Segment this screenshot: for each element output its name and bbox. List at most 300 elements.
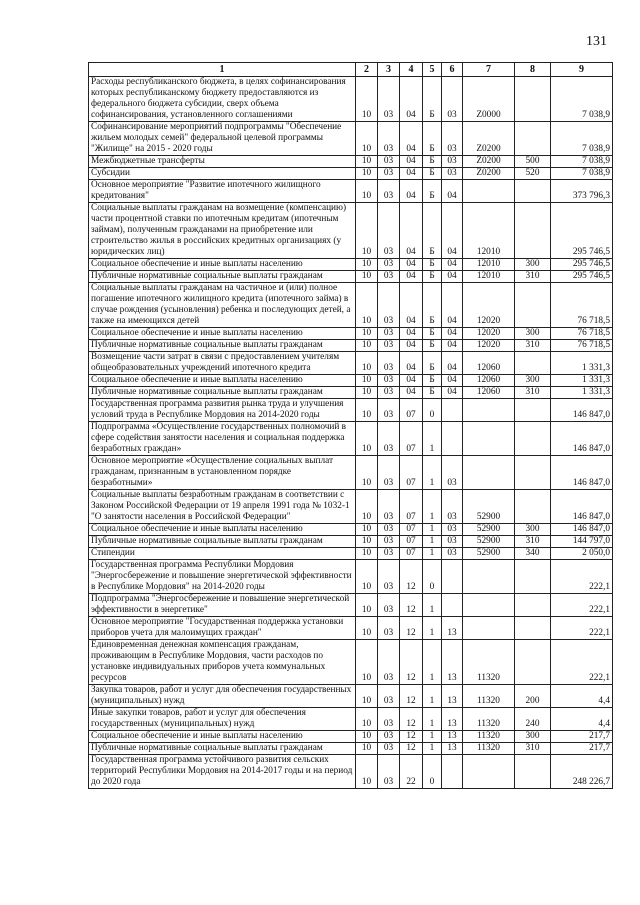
table-row [89, 743, 613, 755]
code-ministry-cell: 10 [356, 77, 378, 122]
row-name-cell: Публичные нормативные социальные выплаты гражданам [89, 387, 356, 399]
code-subsection-cell: 12 [400, 560, 423, 594]
code-expense-type-cell [515, 399, 551, 422]
row-name-cell: Единовременная денежная компенсация гражданам, проживающим в Республике Мордовия, части расходов по установке индивидуальных приборов учета коммунальных ресурсов [89, 640, 356, 685]
code-subprogram-cell: 03 [442, 536, 463, 548]
row-name-cell: Подпрограмма «Осуществление государственных полномочий в сфере содействия занятости населения и социальная поддержка безработных граждан» [89, 422, 356, 456]
amount-cell: 222,1 [551, 594, 613, 617]
code-ministry-cell: 10 [356, 122, 378, 156]
code-program-cell: 0 [423, 399, 442, 422]
column-header: 7 [463, 63, 515, 77]
code-subprogram-cell: 03 [442, 490, 463, 524]
code-ministry-cell: 10 [356, 456, 378, 490]
code-program-cell: Б [423, 122, 442, 156]
row-name-cell: Социальное обеспечение и иные выплаты населению [89, 328, 356, 340]
table-row [89, 399, 613, 422]
row-name-cell: Публичные нормативные социальные выплаты гражданам [89, 340, 356, 352]
row-name-cell: Государственная программа развития рынка труда и улучшения условий труда в Республике Мордовия на 2014-2020 годы [89, 399, 356, 422]
code-program-cell: 1 [423, 743, 442, 755]
amount-cell: 146 847,0 [551, 422, 613, 456]
code-subprogram-cell: 04 [442, 180, 463, 203]
table-row [89, 259, 613, 271]
code-ministry-cell: 10 [356, 490, 378, 524]
code-ministry-cell: 10 [356, 387, 378, 399]
code-target-cell: Z0200 [463, 156, 515, 168]
code-target-cell: 12020 [463, 328, 515, 340]
code-target-cell: 12060 [463, 387, 515, 399]
code-subsection-cell: 04 [400, 259, 423, 271]
amount-cell: 222,1 [551, 560, 613, 594]
column-header: 8 [515, 63, 551, 77]
code-subsection-cell: 04 [400, 340, 423, 352]
amount-cell: 295 746,5 [551, 203, 613, 259]
code-subsection-cell: 12 [400, 731, 423, 743]
code-target-cell [463, 560, 515, 594]
code-subprogram-cell [442, 399, 463, 422]
code-subsection-cell: 07 [400, 399, 423, 422]
code-target-cell: 11320 [463, 685, 515, 708]
code-subprogram-cell: 04 [442, 283, 463, 328]
code-subsection-cell: 04 [400, 203, 423, 259]
code-subprogram-cell: 03 [442, 456, 463, 490]
column-header: 2 [356, 63, 378, 77]
code-section-cell: 03 [378, 548, 400, 560]
table-row [89, 594, 613, 617]
code-section-cell: 03 [378, 560, 400, 594]
column-header: 4 [400, 63, 423, 77]
code-subprogram-cell [442, 755, 463, 789]
code-subsection-cell: 12 [400, 640, 423, 685]
code-program-cell: Б [423, 180, 442, 203]
code-subsection-cell: 12 [400, 617, 423, 640]
table-row [89, 536, 613, 548]
table-row [89, 640, 613, 685]
code-ministry-cell: 10 [356, 375, 378, 387]
amount-cell: 76 718,5 [551, 340, 613, 352]
code-section-cell: 03 [378, 617, 400, 640]
code-section-cell: 03 [378, 340, 400, 352]
table-row [89, 685, 613, 708]
row-name-cell: Возмещение части затрат в связи с предоставлением учителям общеобразовательных учреждений ипотечного кредита [89, 352, 356, 375]
code-ministry-cell: 10 [356, 328, 378, 340]
code-subsection-cell: 04 [400, 77, 423, 122]
code-target-cell: Z0200 [463, 122, 515, 156]
code-subprogram-cell [442, 422, 463, 456]
code-section-cell: 03 [378, 708, 400, 731]
code-target-cell [463, 399, 515, 422]
table-row [89, 203, 613, 259]
amount-cell: 7 038,9 [551, 122, 613, 156]
code-expense-type-cell: 310 [515, 387, 551, 399]
code-program-cell: Б [423, 259, 442, 271]
code-subprogram-cell: 13 [442, 617, 463, 640]
row-name-cell: Социальные выплаты гражданам на возмещение (компенсацию) части процентной ставки по ипотечным кредитам (ипотечным займам), полученным гражданами на приобретение или строительство жилья в российских кредитных организациях (у юридических лиц) [89, 203, 356, 259]
code-program-cell: Б [423, 340, 442, 352]
row-name-cell: Государственная программа устойчивого развития сельских территорий Республики Мордовия на 2014-2017 годы и на период до 2020 года [89, 755, 356, 789]
code-ministry-cell: 10 [356, 548, 378, 560]
code-expense-type-cell: 340 [515, 548, 551, 560]
amount-cell: 295 746,5 [551, 259, 613, 271]
code-ministry-cell: 10 [356, 352, 378, 375]
code-target-cell: Z0200 [463, 168, 515, 180]
code-section-cell: 03 [378, 755, 400, 789]
code-program-cell: 1 [423, 594, 442, 617]
page-number: 131 [586, 34, 607, 49]
code-subprogram-cell: 04 [442, 387, 463, 399]
code-ministry-cell: 10 [356, 340, 378, 352]
code-program-cell: 0 [423, 560, 442, 594]
code-subprogram-cell: 04 [442, 259, 463, 271]
code-expense-type-cell [515, 122, 551, 156]
code-program-cell: Б [423, 375, 442, 387]
amount-cell: 7 038,9 [551, 77, 613, 122]
code-ministry-cell: 10 [356, 271, 378, 283]
table-row [89, 731, 613, 743]
code-target-cell: 11320 [463, 731, 515, 743]
column-header: 5 [423, 63, 442, 77]
code-section-cell: 03 [378, 156, 400, 168]
code-program-cell: Б [423, 77, 442, 122]
table-row [89, 340, 613, 352]
code-subsection-cell: 04 [400, 328, 423, 340]
code-program-cell: 0 [423, 755, 442, 789]
table-row [89, 708, 613, 731]
row-name-cell: Социальные выплаты безработным гражданам в соответствии с Законом Российской Федерации от 19 апреля 1991 года № 1032-1 "О занятости населения в Российской Федерации" [89, 490, 356, 524]
code-section-cell: 03 [378, 375, 400, 387]
code-section-cell: 03 [378, 203, 400, 259]
code-target-cell: 12060 [463, 375, 515, 387]
code-program-cell: Б [423, 156, 442, 168]
code-program-cell: Б [423, 168, 442, 180]
code-program-cell: Б [423, 387, 442, 399]
table-row [89, 548, 613, 560]
amount-cell: 7 038,9 [551, 156, 613, 168]
amount-cell: 7 038,9 [551, 168, 613, 180]
code-subsection-cell: 12 [400, 685, 423, 708]
amount-cell: 144 797,0 [551, 536, 613, 548]
code-expense-type-cell [515, 283, 551, 328]
code-target-cell: 11320 [463, 640, 515, 685]
budget-table [88, 62, 613, 789]
code-section-cell: 03 [378, 731, 400, 743]
code-ministry-cell: 10 [356, 755, 378, 789]
code-expense-type-cell: 520 [515, 168, 551, 180]
code-subsection-cell: 07 [400, 536, 423, 548]
code-subsection-cell: 04 [400, 271, 423, 283]
code-subprogram-cell: 03 [442, 122, 463, 156]
row-name-cell: Публичные нормативные социальные выплаты гражданам [89, 536, 356, 548]
amount-cell: 217,7 [551, 731, 613, 743]
table-row [89, 283, 613, 328]
code-subsection-cell: 07 [400, 456, 423, 490]
row-name-cell: Государственная программа Республики Мордовия "Энергосбережение и повышение энергетической эффективности в Республике Мордовия" на 2014-2020 годы [89, 560, 356, 594]
code-ministry-cell: 10 [356, 259, 378, 271]
code-subprogram-cell: 13 [442, 640, 463, 685]
code-ministry-cell: 10 [356, 422, 378, 456]
code-subprogram-cell: 04 [442, 271, 463, 283]
code-subsection-cell: 12 [400, 594, 423, 617]
table-row [89, 422, 613, 456]
code-program-cell: 1 [423, 731, 442, 743]
code-section-cell: 03 [378, 399, 400, 422]
amount-cell: 248 226,7 [551, 755, 613, 789]
code-section-cell: 03 [378, 490, 400, 524]
column-header: 6 [442, 63, 463, 77]
amount-cell: 146 847,0 [551, 456, 613, 490]
code-section-cell: 03 [378, 352, 400, 375]
amount-cell: 76 718,5 [551, 328, 613, 340]
row-name-cell: Социальное обеспечение и иные выплаты населению [89, 524, 356, 536]
code-subprogram-cell: 13 [442, 708, 463, 731]
table-row [89, 617, 613, 640]
code-section-cell: 03 [378, 536, 400, 548]
code-subsection-cell: 12 [400, 708, 423, 731]
code-program-cell: 1 [423, 548, 442, 560]
code-program-cell: Б [423, 328, 442, 340]
code-program-cell: 1 [423, 456, 442, 490]
code-expense-type-cell [515, 203, 551, 259]
code-ministry-cell: 10 [356, 180, 378, 203]
code-ministry-cell: 10 [356, 283, 378, 328]
code-ministry-cell: 10 [356, 731, 378, 743]
row-name-cell: Социальное обеспечение и иные выплаты населению [89, 731, 356, 743]
code-ministry-cell: 10 [356, 203, 378, 259]
amount-cell: 222,1 [551, 617, 613, 640]
table-row [89, 122, 613, 156]
code-expense-type-cell [515, 180, 551, 203]
code-target-cell [463, 422, 515, 456]
row-name-cell: Публичные нормативные социальные выплаты гражданам [89, 271, 356, 283]
row-name-cell: Закупка товаров, работ и услуг для обеспечения государственных (муниципальных) нужд [89, 685, 356, 708]
table-body [89, 77, 613, 789]
table-row [89, 271, 613, 283]
row-name-cell: Расходы республиканского бюджета, в целях софинансирования которых республиканскому бюджету предоставляются из федерального бюджета субсидии, сверх объема софинансирования, установленного соглашениями [89, 77, 356, 122]
code-ministry-cell: 10 [356, 524, 378, 536]
code-expense-type-cell [515, 594, 551, 617]
code-target-cell: 12060 [463, 352, 515, 375]
table-row [89, 456, 613, 490]
code-expense-type-cell [515, 77, 551, 122]
code-ministry-cell: 10 [356, 617, 378, 640]
row-name-cell: Социальное обеспечение и иные выплаты населению [89, 259, 356, 271]
code-expense-type-cell [515, 640, 551, 685]
code-subsection-cell: 22 [400, 755, 423, 789]
code-section-cell: 03 [378, 422, 400, 456]
row-name-cell: Социальное обеспечение и иные выплаты населению [89, 375, 356, 387]
code-expense-type-cell: 310 [515, 340, 551, 352]
code-ministry-cell: 10 [356, 536, 378, 548]
amount-cell: 1 331,3 [551, 352, 613, 375]
code-section-cell: 03 [378, 456, 400, 490]
code-subprogram-cell: 03 [442, 524, 463, 536]
table-row [89, 168, 613, 180]
table-row [89, 328, 613, 340]
code-section-cell: 03 [378, 685, 400, 708]
amount-cell: 4,4 [551, 708, 613, 731]
code-target-cell [463, 456, 515, 490]
column-header: 9 [551, 63, 613, 77]
code-section-cell: 03 [378, 77, 400, 122]
code-subprogram-cell: 03 [442, 548, 463, 560]
amount-cell: 146 847,0 [551, 399, 613, 422]
code-ministry-cell: 10 [356, 156, 378, 168]
amount-cell: 1 331,3 [551, 375, 613, 387]
code-expense-type-cell: 300 [515, 328, 551, 340]
table-row [89, 560, 613, 594]
code-expense-type-cell: 300 [515, 259, 551, 271]
code-subsection-cell: 07 [400, 490, 423, 524]
code-expense-type-cell: 500 [515, 156, 551, 168]
amount-cell: 1 331,3 [551, 387, 613, 399]
code-section-cell: 03 [378, 271, 400, 283]
amount-cell: 373 796,3 [551, 180, 613, 203]
code-target-cell: 12020 [463, 283, 515, 328]
code-program-cell: 1 [423, 490, 442, 524]
code-ministry-cell: 10 [356, 399, 378, 422]
row-name-cell: Софинансирование мероприятий подпрограммы "Обеспечение жильем молодых семей" федеральной целевой программы "Жилище" на 2015 - 2020 годы [89, 122, 356, 156]
code-expense-type-cell: 310 [515, 536, 551, 548]
row-name-cell: Публичные нормативные социальные выплаты гражданам [89, 743, 356, 755]
column-header: 3 [378, 63, 400, 77]
code-target-cell: 11320 [463, 743, 515, 755]
code-subprogram-cell: 04 [442, 375, 463, 387]
code-subprogram-cell [442, 560, 463, 594]
code-ministry-cell: 10 [356, 743, 378, 755]
code-program-cell: 1 [423, 708, 442, 731]
code-expense-type-cell: 310 [515, 271, 551, 283]
code-subprogram-cell [442, 594, 463, 617]
code-program-cell: 1 [423, 524, 442, 536]
code-program-cell: Б [423, 352, 442, 375]
table-row [89, 352, 613, 375]
code-section-cell: 03 [378, 640, 400, 685]
code-section-cell: 03 [378, 328, 400, 340]
code-ministry-cell: 10 [356, 640, 378, 685]
code-expense-type-cell [515, 755, 551, 789]
code-subsection-cell: 07 [400, 422, 423, 456]
code-expense-type-cell [515, 490, 551, 524]
amount-cell: 2 050,0 [551, 548, 613, 560]
code-program-cell: 1 [423, 640, 442, 685]
code-subprogram-cell: 13 [442, 731, 463, 743]
code-subsection-cell: 04 [400, 352, 423, 375]
code-subsection-cell: 12 [400, 743, 423, 755]
amount-cell: 146 847,0 [551, 490, 613, 524]
code-subsection-cell: 07 [400, 524, 423, 536]
amount-cell: 295 746,5 [551, 271, 613, 283]
code-subprogram-cell: 03 [442, 77, 463, 122]
row-name-cell: Стипендии [89, 548, 356, 560]
row-name-cell: Иные закупки товаров, работ и услуг для обеспечения государственных (муниципальных) нужд [89, 708, 356, 731]
table-row [89, 755, 613, 789]
code-expense-type-cell: 240 [515, 708, 551, 731]
code-target-cell: Z0000 [463, 77, 515, 122]
table-row [89, 180, 613, 203]
table-row [89, 77, 613, 122]
code-subsection-cell: 04 [400, 168, 423, 180]
code-program-cell: 1 [423, 685, 442, 708]
code-expense-type-cell: 300 [515, 524, 551, 536]
code-subprogram-cell: 04 [442, 340, 463, 352]
code-subprogram-cell: 04 [442, 352, 463, 375]
code-target-cell: 12010 [463, 259, 515, 271]
code-expense-type-cell [515, 617, 551, 640]
code-ministry-cell: 10 [356, 708, 378, 731]
row-name-cell: Социальные выплаты гражданам на частичное и (или) полное погашение ипотечного жилищного кредита (ипотечного займа) в случае рождения (усыновления) ребенка и последующих детей, а также на имеющихся детей [89, 283, 356, 328]
code-subsection-cell: 04 [400, 375, 423, 387]
code-expense-type-cell [515, 352, 551, 375]
code-section-cell: 03 [378, 594, 400, 617]
code-program-cell: 1 [423, 422, 442, 456]
code-target-cell: 52900 [463, 536, 515, 548]
amount-cell: 146 847,0 [551, 524, 613, 536]
amount-cell: 76 718,5 [551, 283, 613, 328]
code-expense-type-cell: 310 [515, 743, 551, 755]
amount-cell: 4,4 [551, 685, 613, 708]
code-ministry-cell: 10 [356, 594, 378, 617]
code-target-cell: 52900 [463, 490, 515, 524]
code-subprogram-cell: 13 [442, 685, 463, 708]
table-row [89, 490, 613, 524]
code-section-cell: 03 [378, 387, 400, 399]
table-row [89, 156, 613, 168]
code-expense-type-cell: 300 [515, 375, 551, 387]
header-row [89, 63, 613, 77]
code-subprogram-cell: 04 [442, 328, 463, 340]
code-target-cell: 11320 [463, 708, 515, 731]
code-target-cell: 12010 [463, 203, 515, 259]
code-subsection-cell: 04 [400, 283, 423, 328]
code-expense-type-cell: 300 [515, 731, 551, 743]
code-section-cell: 03 [378, 743, 400, 755]
code-program-cell: Б [423, 283, 442, 328]
code-ministry-cell: 10 [356, 685, 378, 708]
code-section-cell: 03 [378, 283, 400, 328]
code-subprogram-cell: 03 [442, 168, 463, 180]
code-target-cell [463, 755, 515, 789]
row-name-cell: Субсидии [89, 168, 356, 180]
row-name-cell: Основное мероприятие "Государственная поддержка установки приборов учета для малоимущих граждан" [89, 617, 356, 640]
code-ministry-cell: 10 [356, 168, 378, 180]
code-section-cell: 03 [378, 168, 400, 180]
code-target-cell: 52900 [463, 548, 515, 560]
code-target-cell: 12010 [463, 271, 515, 283]
code-target-cell [463, 617, 515, 640]
code-target-cell [463, 594, 515, 617]
code-target-cell: 12020 [463, 340, 515, 352]
row-name-cell: Подпрограмма "Энергосбережение и повышение энергетической эффективности в энергетике" [89, 594, 356, 617]
code-section-cell: 03 [378, 122, 400, 156]
code-expense-type-cell [515, 422, 551, 456]
code-ministry-cell: 10 [356, 560, 378, 594]
row-name-cell: Межбюджетные трансферты [89, 156, 356, 168]
code-section-cell: 03 [378, 259, 400, 271]
code-expense-type-cell: 200 [515, 685, 551, 708]
table-row [89, 524, 613, 536]
row-name-cell: Основное мероприятие «Осуществление социальных выплат гражданам, признанным в установленном порядке безработными» [89, 456, 356, 490]
code-program-cell: 1 [423, 617, 442, 640]
code-section-cell: 03 [378, 524, 400, 536]
code-expense-type-cell [515, 456, 551, 490]
code-subsection-cell: 04 [400, 387, 423, 399]
code-subsection-cell: 04 [400, 156, 423, 168]
code-subsection-cell: 04 [400, 122, 423, 156]
code-program-cell: 1 [423, 536, 442, 548]
code-subsection-cell: 07 [400, 548, 423, 560]
code-subprogram-cell: 13 [442, 743, 463, 755]
amount-cell: 217,7 [551, 743, 613, 755]
code-subsection-cell: 04 [400, 180, 423, 203]
